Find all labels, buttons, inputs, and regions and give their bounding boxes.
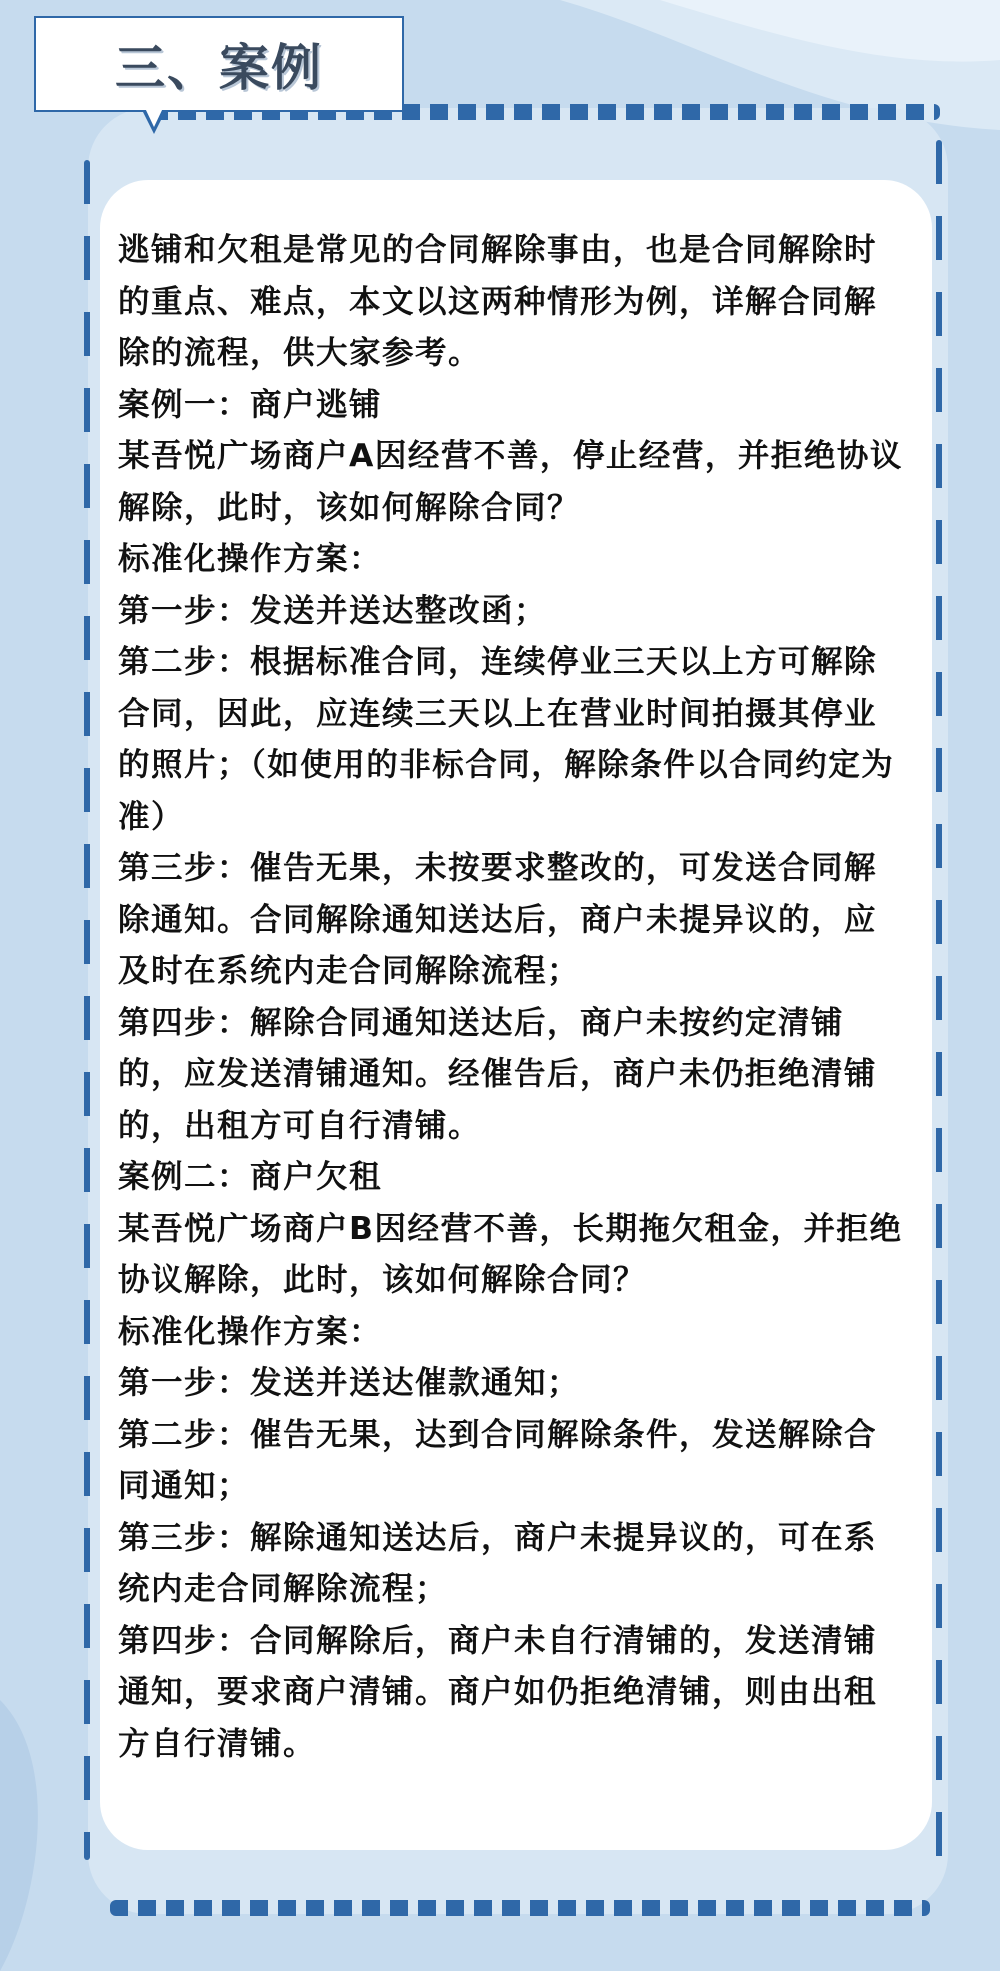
case2-step4: 第四步：合同解除后，商户未自行清铺的，发送清铺通知，要求商户清铺。商户如仍拒绝清铺，则由出租方自行清铺。 — [118, 1622, 878, 1762]
case2-step3: 第三步：解除通知送达后，商户未提异议的，可在系统内走合同解除流程； — [118, 1519, 878, 1607]
case2-step2: 第二步：催告无果，达到合同解除条件，发送解除合同通知； — [118, 1416, 878, 1504]
article-body — [118, 225, 903, 1770]
title-banner — [34, 16, 404, 112]
intro-paragraph: 逃铺和欠租是常见的合同解除事由，也是合同解除时的重点、难点，本文以这两种情形为例，详解合同解除的流程，供大家参考。 — [118, 232, 878, 371]
case1-step2: 第二步：根据标准合同，连续停业三天以上方可解除合同，因此，应连续三天以上在营业时间拍摄其停业的照片；（如使用的非标合同，解除条件以合同约定为准） — [118, 644, 895, 835]
case1-step1: 第一步：发送并送达整改函； — [118, 592, 548, 629]
title-pointer-inner — [145, 108, 163, 127]
dashed-border-right — [936, 140, 942, 1860]
dashed-border-left — [84, 160, 90, 1860]
dashed-border-bottom — [110, 1900, 930, 1916]
case2-plan-heading: 标准化操作方案： — [118, 1313, 383, 1350]
case2-title: 案例二：商户欠租 — [118, 1159, 383, 1195]
section-title: 三、案例 — [115, 39, 323, 97]
case2-description: 某吾悦广场商户B因经营不善，长期拖欠租金，并拒绝协议解除，此时，该如何解除合同？ — [118, 1210, 903, 1298]
case1-step3: 第三步：催告无果，未按要求整改的，可发送合同解除通知。合同解除通知送达后，商户未提异议的，应及时在系统内走合同解除流程； — [118, 850, 878, 989]
case1-description: 某吾悦广场商户A因经营不善，停止经营，并拒绝协议解除，此时，该如何解除合同？ — [118, 438, 903, 526]
case2-step1: 第一步：发送并送达催款通知； — [118, 1365, 581, 1401]
case1-step4: 第四步：解除合同通知送达后，商户未按约定清铺的，应发送清铺通知。经催告后，商户未仍拒绝清铺的，出租方可自行清铺。 — [118, 1004, 878, 1144]
case1-plan-heading: 标准化操作方案： — [118, 541, 383, 577]
case1-title: 案例一：商户逃铺 — [118, 386, 383, 423]
